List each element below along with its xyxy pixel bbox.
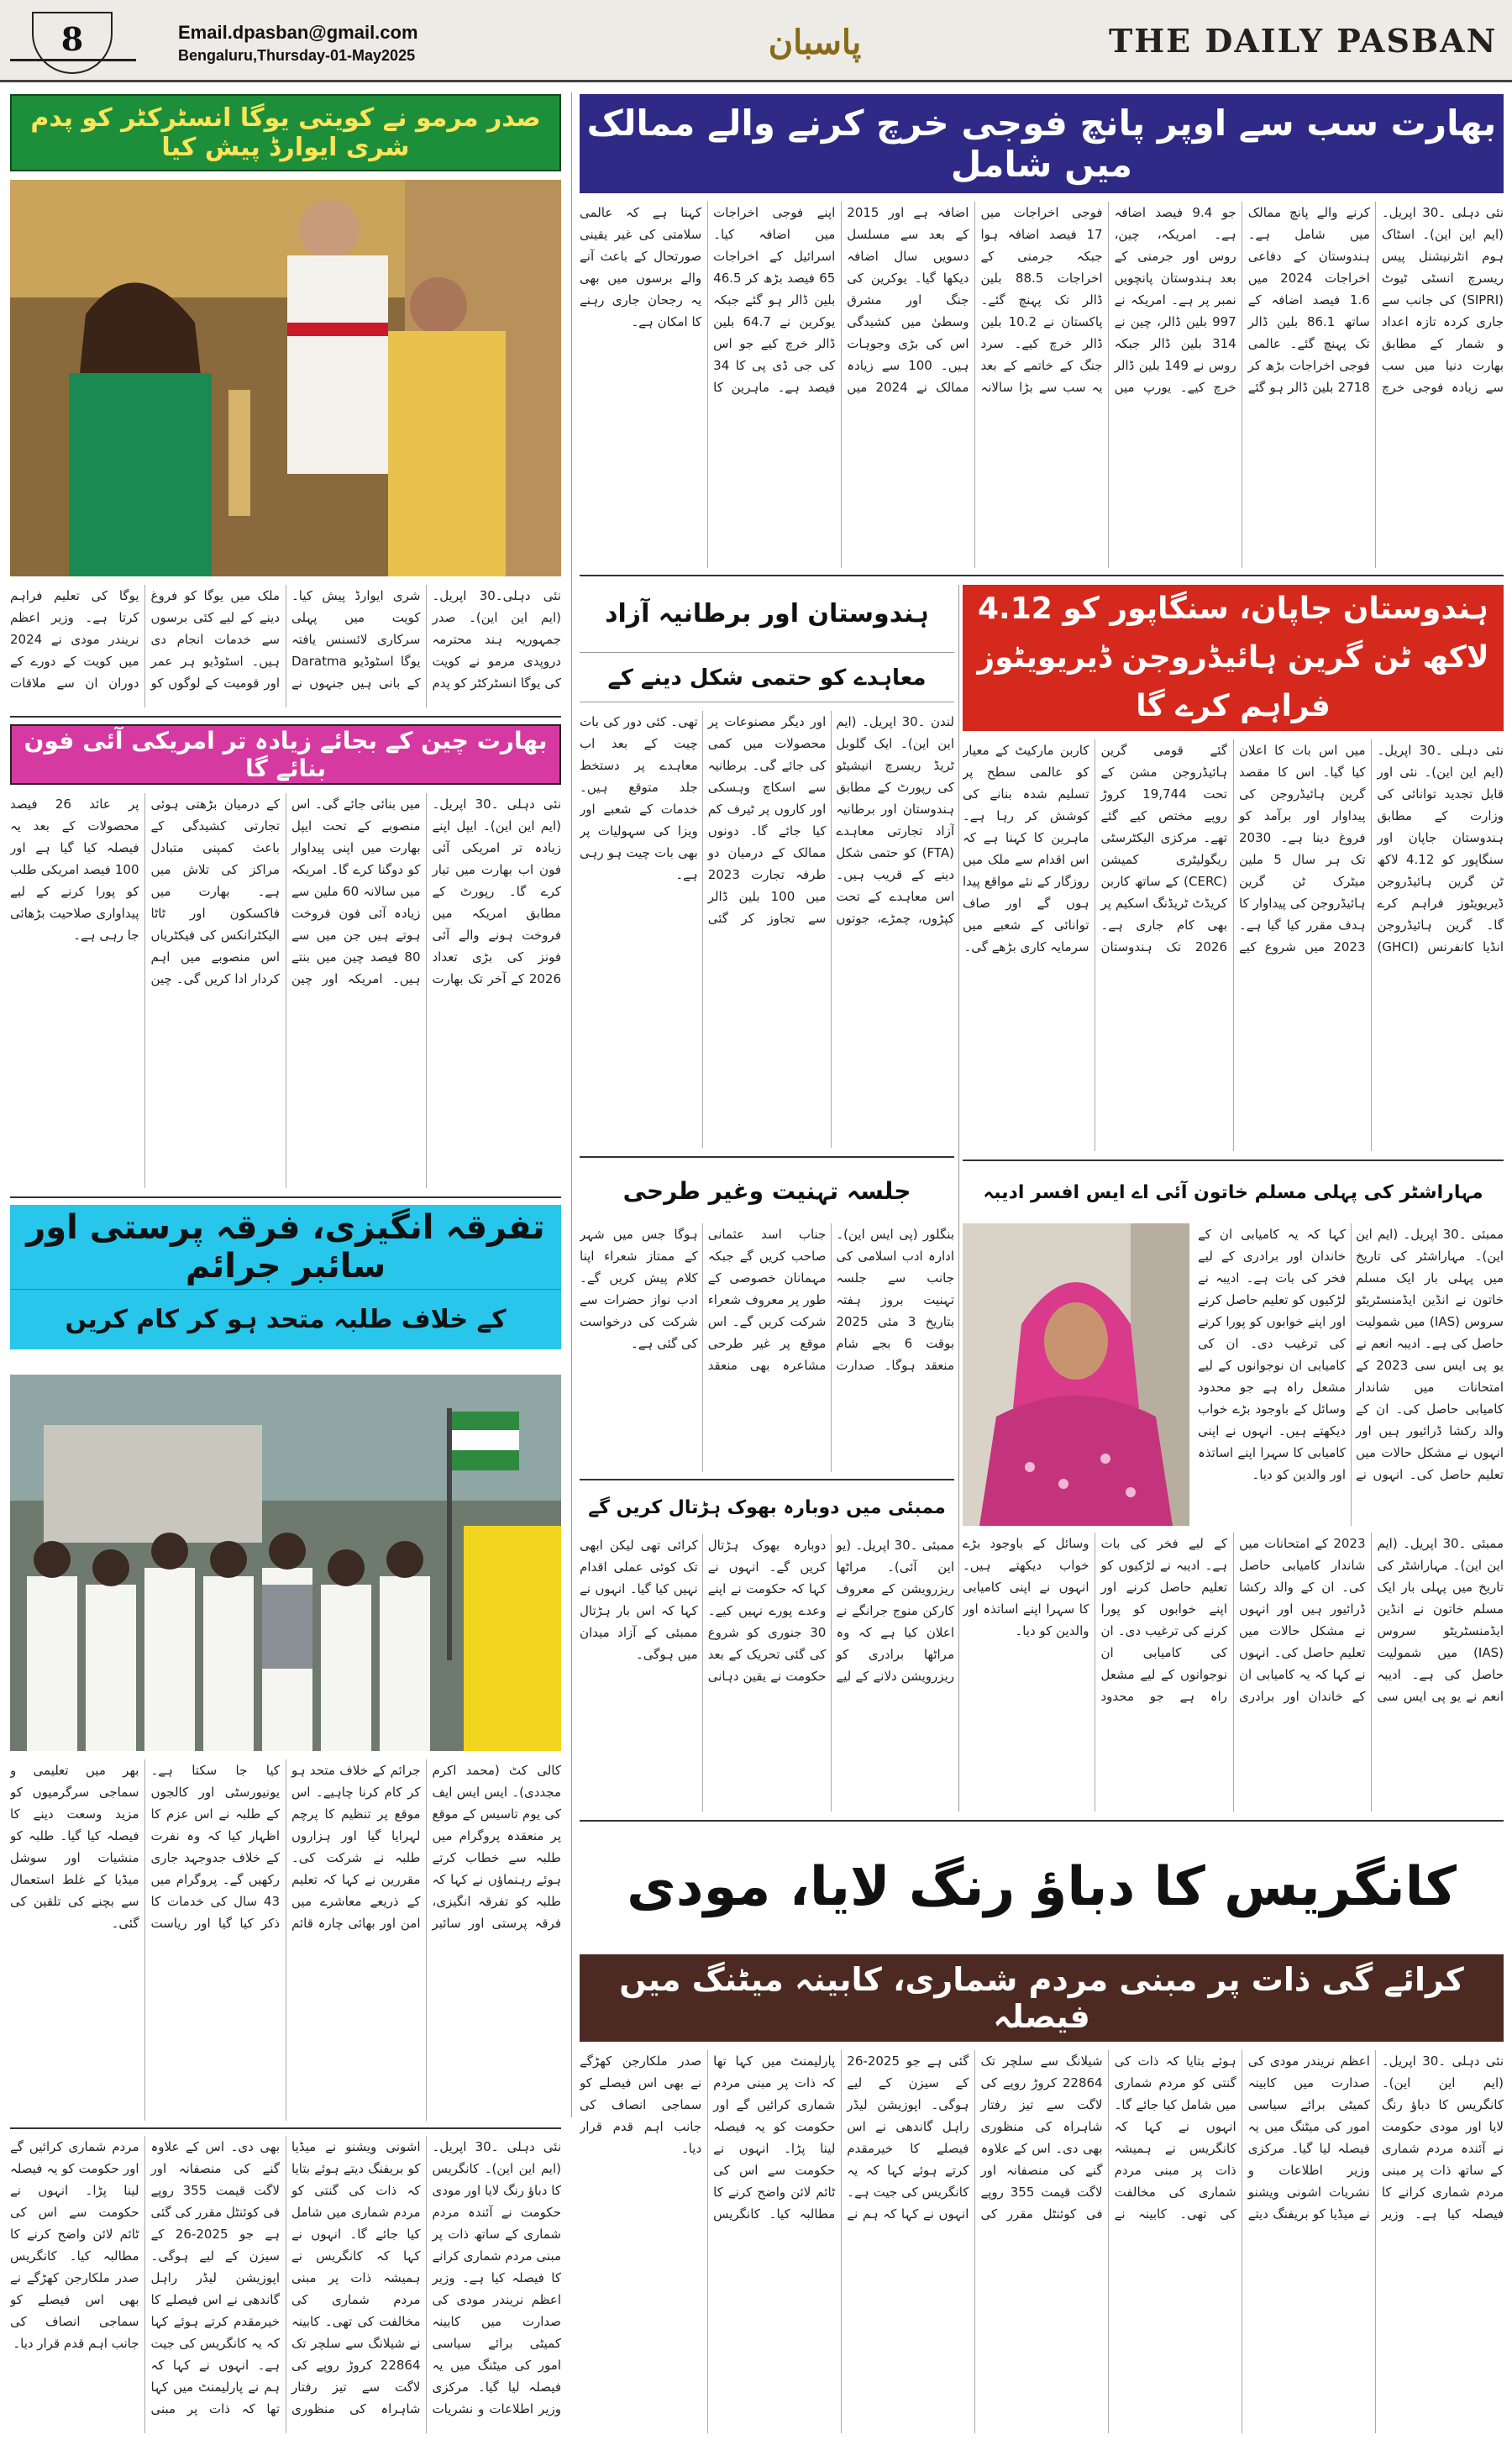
census-subhead — [580, 1954, 1504, 2042]
divider — [963, 1160, 1504, 1161]
ias-headline: مہاراشٹر کی پہلی مسلم خاتون آئی اے ایس افسر ادیبہ — [983, 1182, 1483, 1203]
students-subhead — [10, 1289, 561, 1349]
military-headline-text: بھارت سب سے اوپر پانچ فوجی خرچ کرنے والے ممالک میں شامل — [586, 103, 1497, 185]
iphone-article-body: نئی دہلی ۔30 اپریل۔ (ایم این این)۔ ایپل اپنے زیادہ تر امریکی آئی فون اب بھارت میں تیار کرے گا۔ رپورٹ کے مطابق امریکہ میں فروخت ہونے والے آئی فونز کی بڑی تعداد 2026 کے آخر تک بھارت میں بنائی جائے گی۔ اس منصوبے کے تحت ایپل بھارت میں اپنی پیداوار کو دوگنا کرے گا۔ امریکہ میں سالانہ 60 ملین سے زیادہ آئی فون فروخت ہوتے ہیں جن میں سے 80 فیصد چین میں بنتے ہیں۔ امریکہ اور چین کے درمیان بڑھتی ہوئی تجارتی کشیدگی کے باعث کمپنی متبادل مراکز کی تلاش میں ہے۔ بھارت میں فاکسکون اور ٹاٹا الیکٹرانکس کی فیکٹریاں اس منصوبے میں اہم کردار ادا کریں گی۔ چین پر عائد 26 فیصد محصولات کے بعد یہ فیصلہ کیا گیا ہے اور 100 فیصد امریکی طلب کو پورا کرنے کے لیے پیداواری صلاحیت بڑھائی جا رہی ہے۔ — [10, 797, 561, 986]
census-subhead-text: کرائے گی ذات پر مبنی مردم شماری، کابینہ میٹنگ میں فیصلہ — [619, 1961, 1464, 2035]
census-headline: کانگریس کا دباؤ رنگ لایا، مودی — [627, 1856, 1457, 1918]
strike-article-body: ممبئی ۔30 اپریل۔ (یو این آئی)۔ مراٹھا ریزرویشن کے معروف کارکن منوج جرانگے نے اعلان کیا ہے کہ وہ مراٹھا برادری کو ریزرویشن دلانے کے لیے دوبارہ بھوک ہڑتال کریں گے۔ انہوں نے کہا کہ حکومت نے اپنے وعدے پورے نہیں کیے۔ 30 جنوری کو شروع کی گئی تحریک کے بعد حکومت نے یقین دہانی کرائی تھی لیکن ابھی تک کوئی عملی اقدام نہیں کیا گیا۔ انہوں نے کہا کہ اس بار ہڑتال ممبئی کے آزاد میدان میں ہوگی۔ — [580, 1538, 954, 1684]
strike-headline: ممبئی میں دوبارہ بھوک ہڑتال کریں گے — [588, 1497, 946, 1518]
hydrogen-article-body: نئی دہلی ۔30 اپریل۔ (ایم این این)۔ نئی اور قابل تجدید توانائی کی وزارت کے مطابق ہندوستان جاپان اور سنگاپور کو 4.12 لاکھ ٹن گرین ہائیڈروجن ڈیریویٹوز فراہم کرے گا۔ گرین ہائیڈروجن انڈیا کانفرنس (GHCI) میں اس بات کا اعلان کیا گیا۔ اس کا مقصد گرین ہائیڈروجن کی پیداوار اور برآمد کو فروغ دینا ہے۔ 2030 تک ہر سال 5 ملین میٹرک ٹن گرین ہائیڈروجن کی پیداوار کا ہدف مقرر کیا گیا ہے۔ 2023 میں شروع کیے گئے قومی گرین ہائیڈروجن مشن کے تحت 19,744 کروڑ روپے مختص کیے گئے تھے۔ مرکزی الیکٹرسٹی ریگولیٹری کمیشن (CERC) کے ساتھ کاربن کریڈٹ ٹریڈنگ اسکیم پر بھی کام جاری ہے۔ 2026 تک ہندوستان کاربن مارکیٹ کے معیار کو عالمی سطح پر تسلیم شدہ بنانے کی کوشش کر رہا ہے۔ ماہرین کا کہنا ہے کہ اس اقدام سے ملک میں روزگار کے نئے مواقع پیدا ہوں گے اور صاف توانائی کے شعبے میں سرمایہ کاری بڑھے گی۔ — [963, 743, 1504, 954]
page-number: 8 — [32, 12, 113, 74]
page-header — [0, 0, 1512, 82]
census-continued-left: نئی دہلی ۔30 اپریل۔ (ایم این این)۔ کانگریس کا دباؤ رنگ لایا اور مودی حکومت نے آئندہ مردم شماری کے ساتھ ذات پر مبنی مردم شماری کرانے کا فیصلہ کیا ہے۔ وزیر اعظم نریندر مودی کی صدارت میں کابینہ کمیٹی برائے سیاسی امور کی میٹنگ میں یہ فیصلہ لیا گیا۔ مرکزی وزیر اطلاعات و نشریات اشونی ویشنو نے میڈیا کو بریفنگ دیتے ہوئے بتایا کہ ذات کی گنتی کو مردم شماری میں شامل کیا جائے گا۔ انہوں نے کہا کہ کانگریس نے ہمیشہ ذات پر مبنی مردم شماری کی مخالفت کی تھی۔ کابینہ نے شیلانگ سے سلچر تک 22864 کروڑ روپے کی لاگت سے تیز رفتار شاہراہ کی منظوری بھی دی۔ اس کے علاوہ گنے کی منصفانہ اور لاگت قیمت 355 روپے فی کوئنٹل مقرر کی گئی ہے جو 2025-26 کے سیزن کے لیے ہوگی۔ اپوزیشن لیڈر راہل گاندھی نے اس فیصلے کا خیرمقدم کرتے ہوئے کہا کہ یہ کانگریس کی جیت ہے۔ انہوں نے کہا کہ ہم نے پارلیمنٹ میں کہا تھا کہ ذات پر مبنی مردم شماری کرائیں گے اور حکومت کو یہ فیصلہ لینا پڑا۔ انہوں نے حکومت سے اس کی ٹائم لائن واضح کرنے کا مطالبہ کیا۔ کانگریس صدر ملکارجن کھڑگے نے بھی اس فیصلے کو سماجی انصاف کی جانب اہم قدم قرار دیا۔ — [10, 2139, 561, 2416]
divider — [580, 1820, 1504, 1822]
page-number-rule — [10, 59, 136, 61]
iphone-headline — [10, 724, 561, 785]
divider — [10, 2127, 561, 2129]
ias-officer-photo — [963, 1223, 1189, 1526]
hydrogen-headline — [963, 585, 1504, 731]
mushaira-headline: جلسہ تہنیت وغیر طرحی — [622, 1177, 911, 1205]
students-rally-photo-svg — [10, 1375, 561, 1751]
masthead: THE DAILY PASBAN — [1109, 22, 1498, 60]
divider — [580, 575, 1504, 576]
fta-subhead: معاہدے کو حتمی شکل دینے کے — [580, 652, 954, 702]
yoga-headline — [10, 94, 561, 171]
military-article-body: نئی دہلی ۔30 اپریل۔ (ایم این این)۔ اسٹاک ہوم انٹرنیشنل پیس ریسرچ انسٹی ٹیوٹ (SIPRI) کی جانب سے جاری کردہ تازہ اعداد و شمار کے مطابق بھارت دنیا میں سب سے زیادہ فوجی خرچ کرنے والے پانچ ممالک میں شامل ہے۔ ہندوستان کے دفاعی اخراجات 2024 میں 1.6 فیصد اضافہ کے ساتھ 86.1 بلین ڈالر تک پہنچ گئے۔ عالمی فوجی اخراجات بڑھ کر 2718 بلین ڈالر ہو گئے جو 9.4 فیصد اضافہ ہے۔ امریکہ، چین، روس اور جرمنی کے بعد ہندوستان پانچویں نمبر پر ہے۔ امریکہ نے 997 بلین ڈالر، چین نے 314 بلین ڈالر جبکہ روس نے 149 بلین ڈالر خرچ کیے۔ یورپ میں فوجی اخراجات میں 17 فیصد اضافہ ہوا جبکہ جرمنی کے اخراجات 88.5 بلین ڈالر تک پہنچ گئے۔ پاکستان نے 10.2 بلین ڈالر خرچ کیے۔ سرد جنگ کے خاتمے کے بعد یہ سب سے بڑا سالانہ اضافہ ہے اور 2015 کے بعد سے مسلسل دسویں سال اضافہ دیکھا گیا۔ یوکرین کی جنگ اور مشرق وسطیٰ میں کشیدگی اس کی بڑی وجوہات ہیں۔ 100 سے زیادہ ممالک نے 2024 میں اپنے فوجی اخراجات میں اضافہ کیا۔ اسرائیل کے اخراجات 65 فیصد بڑھ کر 46.5 بلین ڈالر ہو گئے جبکہ یوکرین نے 64.7 بلین ڈالر خرچ کیے جو اس کی جی ڈی پی کا 34 فیصد ہے۔ ماہرین کا کہنا ہے کہ عالمی سلامتی کی غیر یقینی صورتحال کے باعث آنے والے برسوں میں بھی یہ رجحان جاری رہنے کا امکان ہے۔ — [580, 205, 1504, 395]
military-headline — [580, 94, 1504, 193]
students-subhead-text: کے خلاف طلبہ متحد ہو کر کام کریں — [65, 1305, 507, 1334]
ias-officer-photo-svg — [963, 1223, 1189, 1526]
fta-article-body: لندن ۔30 اپریل۔ (ایم این این)۔ ایک گلوبل ٹریڈ ریسرچ انیشیٹو کی رپورٹ کے مطابق ہندوستان اور برطانیہ آزاد تجارتی معاہدے (FTA) کو حتمی شکل دینے کے قریب ہیں۔ اس معاہدے کے تحت کپڑوں، چمڑے، جوتوں اور دیگر مصنوعات پر محصولات میں کمی کی جائے گی۔ برطانیہ سے اسکاچ وہسکی اور کاروں پر ٹیرف کم کیا جائے گا۔ دونوں ممالک کے درمیان دو طرفہ تجارت 2023 میں 100 بلین ڈالر سے تجاوز کر گئی تھی۔ کئی دور کی بات چیت کے بعد اب معاہدے پر دستخط جلد متوقع ہیں۔ خدمات کے شعبے اور ویزا کی سہولیات پر بھی بات چیت ہو رہی ہے۔ — [580, 714, 954, 926]
ias-article-body: ممبئی ۔30 اپریل۔ (ایم این این)۔ مہاراشٹر کی تاریخ میں پہلی بار ایک مسلم خاتون نے انڈین ایڈمنسٹریٹو سروس (IAS) میں شمولیت حاصل کی ہے۔ ادیبہ انعم نے یو پی ایس سی 2023 کے امتحانات میں شاندار کامیابی حاصل کی۔ ان کے والد رکشا ڈرائیور ہیں اور انہوں نے مشکل حالات میں تعلیم حاصل کی۔ انہوں نے کہا کہ یہ کامیابی ان کے خاندان اور برادری کے لیے فخر کی بات ہے۔ ادیبہ نے لڑکیوں کو تعلیم حاصل کرنے اور اپنے خوابوں کو پورا کرنے کی ترغیب دی۔ ان کی کامیابی ان نوجوانوں کے لیے مشعل راہ ہے جو محدود وسائل کے باوجود بڑے خواب دیکھتے ہیں۔ انہوں نے اپنی کامیابی کا سہرا اپنے اساتذہ اور والدین کو دیا۔ — [1198, 1227, 1504, 1482]
newspaper-logo: پاسبان — [768, 23, 862, 62]
students-rally-photo — [10, 1375, 561, 1751]
divider — [580, 1156, 954, 1158]
fta-headline: ہندوستان اور برطانیہ آزاد — [605, 599, 929, 628]
yoga-award-photo-svg — [10, 180, 561, 576]
yoga-article-body: نئی دہلی۔30 اپریل۔ (ایم این این)۔ صدر جمہوریہ ہند محترمہ دروپدی مرمو نے کویت کی یوگا انسٹرکٹر کو پدم شری ایوارڈ پیش کیا۔ کویت میں پہلی سرکاری لائسنس یافتہ یوگا اسٹوڈیو Daratma کے بانی ہیں جنہوں نے ملک میں یوگا کو فروغ دینے کے لیے کئی برسوں سے خدمات انجام دی ہیں۔ اسٹوڈیو ہر عمر اور قومیت کے لوگوں کو یوگا کی تعلیم فراہم کرتا ہے۔ وزیر اعظم نریندر مودی نے 2024 میں کویت کے دورے کے دوران ان سے ملاقات — [10, 588, 561, 691]
email-address[interactable]: Email.dpasban@gmail.com — [178, 22, 418, 43]
iphone-headline-text: بھارت چین کے بجائے زیادہ تر امریکی آئی فون بنائے گا — [24, 727, 548, 782]
dateline: Bengaluru,Thursday-01-May2025 — [178, 47, 416, 64]
mushaira-article-body: بنگلور (پی ایس این)۔ ادارہ ادب اسلامی کی جانب سے جلسہ تہنیت بروز ہفتہ بتاریخ 3 مئی 2025 بوقت 6 بجے شام منعقد ہوگا۔ صدارت جناب اسد عثمانی صاحب کریں گے جبکہ مہمانان خصوصی کے طور پر معروف شعراء شرکت کریں گے۔ اس موقع پر غیر طرحی مشاعرہ بھی منعقد ہوگا جس میں شہر کے ممتاز شعراء اپنا کلام پیش کریں گے۔ ادب نواز حضرات سے شرکت کی درخواست کی گئی ہے۔ — [580, 1227, 954, 1373]
students-headline-text: تفرقہ انگیزی، فرقہ پرستی اور سائبر جرائم — [26, 1208, 545, 1286]
hydrogen-headline-text: ہندوستان جاپان، سنگاپور کو 4.12 لاکھ ٹن گرین ہائیڈروجن ڈیریویٹوز فراہم کرے گا — [977, 592, 1489, 723]
divider — [10, 1196, 561, 1198]
students-headline — [10, 1205, 561, 1289]
divider — [10, 716, 561, 718]
column-separator — [958, 585, 959, 1812]
divider — [580, 1479, 954, 1480]
students-article-body: کالی کٹ (محمد اکرم مجددی)۔ ایس ایس ایف کی یوم تاسیس کے موقع پر منعقدہ پروگرام میں طلبہ سے خطاب کرتے ہوئے رہنماؤں نے کہا کہ طلبہ کو تفرقہ انگیزی، فرقہ پرستی اور سائبر جرائم کے خلاف متحد ہو کر کام کرنا چاہیے۔ اس موقع پر تنظیم کا پرچم لہرایا گیا اور ہزاروں طلبہ نے شرکت کی۔ مقررین نے کہا کہ تعلیم کے ذریعے معاشرے میں امن اور بھائی چارہ قائم کیا جا سکتا ہے۔ یونیورسٹی اور کالجوں کے طلبہ نے اس عزم کا اظہار کیا کہ وہ نفرت کے خلاف جدوجہد جاری رکھیں گے۔ پروگرام میں 43 سال کی خدمات کا ذکر کیا گیا اور ریاست بھر میں تعلیمی و سماجی سرگرمیوں کو مزید وسعت دینے کا فیصلہ کیا گیا۔ طلبہ کو منشیات اور سوشل میڈیا کے غلط استعمال سے بچنے کی تلقین کی گئی۔ — [10, 1763, 561, 1931]
ias-article-body-continued: ممبئی ۔30 اپریل۔ (ایم این این)۔ مہاراشٹر کی تاریخ میں پہلی بار ایک مسلم خاتون نے انڈین ایڈمنسٹریٹو سروس (IAS) میں شمولیت حاصل کی ہے۔ ادیبہ انعم نے یو پی ایس سی 2023 کے امتحانات میں شاندار کامیابی حاصل کی۔ ان کے والد رکشا ڈرائیور ہیں اور انہوں نے مشکل حالات میں تعلیم حاصل کی۔ انہوں نے کہا کہ یہ کامیابی ان کے خاندان اور برادری کے لیے فخر کی بات ہے۔ ادیبہ نے لڑکیوں کو تعلیم حاصل کرنے اور اپنے خوابوں کو پورا کرنے کی ترغیب دی۔ ان کی کامیابی ان نوجوانوں کے لیے مشعل راہ ہے جو محدود وسائل کے باوجود بڑے خواب دیکھتے ہیں۔ انہوں نے اپنی کامیابی کا سہرا اپنے اساتذہ اور والدین کو دیا۔ — [963, 1536, 1504, 1704]
yoga-headline-text: صدر مرمو نے کویتی یوگا انسٹرکٹر کو پدم شری ایوارڈ پیش کیا — [30, 103, 541, 162]
census-article-body: نئی دہلی ۔30 اپریل۔ (ایم این این)۔ کانگریس کا دباؤ رنگ لایا اور مودی حکومت نے آئندہ مردم شماری کے ساتھ ذات پر مبنی مردم شماری کرانے کا فیصلہ کیا ہے۔ وزیر اعظم نریندر مودی کی صدارت میں کابینہ کمیٹی برائے سیاسی امور کی میٹنگ میں یہ فیصلہ لیا گیا۔ مرکزی وزیر اطلاعات و نشریات اشونی ویشنو نے میڈیا کو بریفنگ دیتے ہوئے بتایا کہ ذات کی گنتی کو مردم شماری میں شامل کیا جائے گا۔ انہوں نے کہا کہ کانگریس نے ہمیشہ ذات پر مبنی مردم شماری کی مخالفت کی تھی۔ کابینہ نے شیلانگ سے سلچر تک 22864 کروڑ روپے کی لاگت سے تیز رفتار شاہراہ کی منظوری بھی دی۔ اس کے علاوہ گنے کی منصفانہ اور لاگت قیمت 355 روپے فی کوئنٹل مقرر کی گئی ہے جو 2025-26 کے سیزن کے لیے ہوگی۔ اپوزیشن لیڈر راہل گاندھی نے اس فیصلے کا خیرمقدم کرتے ہوئے کہا کہ یہ کانگریس کی جیت ہے۔ انہوں نے کہا کہ ہم نے پارلیمنٹ میں کہا تھا کہ ذات پر مبنی مردم شماری کرائیں گے اور حکومت کو یہ فیصلہ لینا پڑا۔ انہوں نے حکومت سے اس کی ٹائم لائن واضح کرنے کا مطالبہ کیا۔ کانگریس صدر ملکارجن کھڑگے نے بھی اس فیصلے کو سماجی انصاف کی جانب اہم قدم قرار دیا۔ — [580, 2053, 1504, 2222]
column-separator — [571, 92, 572, 2117]
yoga-award-photo — [10, 180, 561, 576]
